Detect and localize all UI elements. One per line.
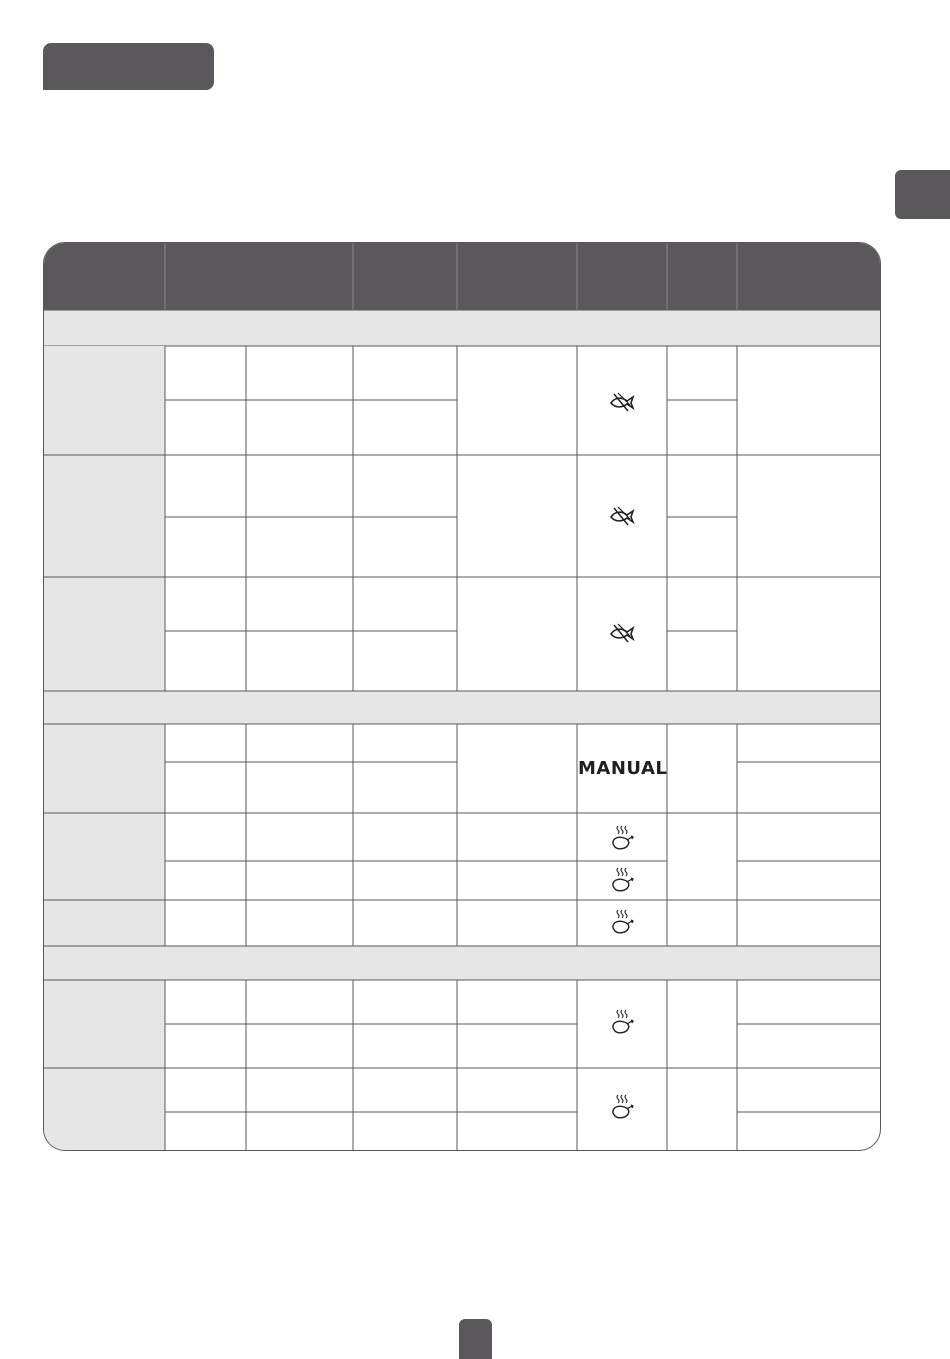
manual-mode-label: MANUAL (578, 758, 668, 779)
language-side-tab (895, 170, 950, 219)
poultry-roast-icon (609, 867, 635, 893)
row-label-1 (44, 346, 165, 455)
poultry-roast-icon (609, 1094, 635, 1120)
section-row-3 (44, 946, 881, 980)
section-header-tab (43, 43, 214, 90)
row-label-3 (44, 577, 165, 691)
row-label-7 (44, 980, 165, 1068)
cooking-table (43, 242, 881, 1151)
table-header-row (44, 243, 881, 310)
fish-defrost-icon (608, 505, 636, 527)
row-label-6 (44, 900, 165, 946)
poultry-roast-icon (609, 909, 635, 935)
row-label-4 (44, 724, 165, 813)
poultry-roast-icon (609, 825, 635, 851)
section-row-2 (44, 691, 881, 724)
table-grid (44, 243, 881, 1151)
row-label-8 (44, 1068, 165, 1151)
row-label-2 (44, 455, 165, 577)
poultry-roast-icon (609, 1009, 635, 1035)
section-row-1 (44, 310, 881, 346)
page-number-tab (459, 1319, 492, 1359)
row-label-5 (44, 813, 165, 900)
fish-defrost-icon (608, 622, 636, 644)
fish-defrost-icon (608, 391, 636, 413)
